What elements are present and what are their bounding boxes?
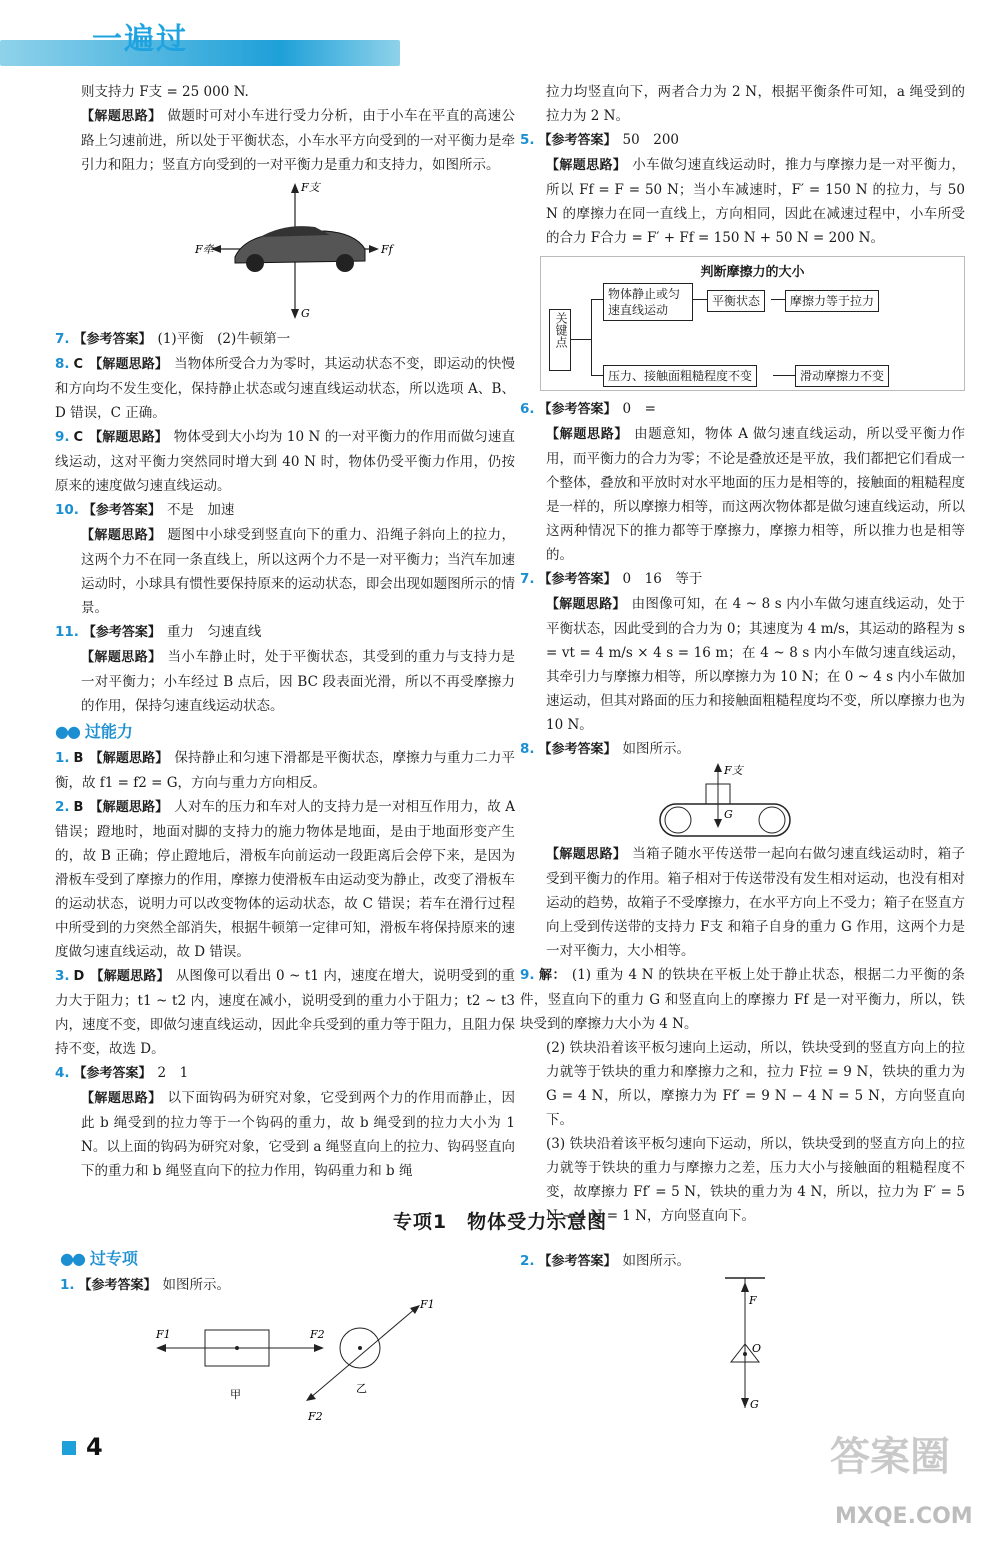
watermark-url: MXQE.COM xyxy=(835,1504,973,1529)
header-bar xyxy=(0,40,400,66)
node: 物体静止或匀速直线运动 xyxy=(603,283,693,321)
text: 做题时可对小车进行受力分析，由于小车在平直的高速公路上匀速前进，所以处于平衡状态，小车水平方向受到的一对平衡力是牵引力和阻力；竖直方向受到的一对平衡力是重力和支持力，如图所示。 xyxy=(81,108,515,173)
force-figure-2 xyxy=(520,1274,960,1414)
diagram-title: 判断摩擦力的大小 xyxy=(700,265,805,280)
answer-item: 9. 解： (1) 重为 4 N 的铁块在平板上处于静止状态，根据二力平衡的条件，竖直向下的重力 G 和竖直向上的摩擦力 Ff 是一对平衡力，所以，铁块受到的摩擦力大小为 4 N。 xyxy=(520,967,965,1032)
paragraph: 则支持力 F支 = 25 000 N. xyxy=(81,84,249,100)
watermark: 答案圈 xyxy=(830,1434,950,1480)
answer-item: 8. 【参考答案】 如图所示。 xyxy=(520,741,691,757)
answer-item: 11. 【参考答案】 重力 匀速直线 xyxy=(55,624,262,640)
node: 压力、接触面粗糙程度不变 xyxy=(603,365,757,387)
answer-item: (2) 铁块沿着该平板匀速向上运动，所以，铁块受到的竖直方向上的拉力就等于铁块的重力和摩擦力之和，拉力 F拉 = 9 N，铁块的重力为 G = 4 N，所以，摩擦力为 Ff′ = 9 N − 4 N = 5 N，方向竖直向下。 xyxy=(546,1040,965,1128)
point-label: O xyxy=(752,1342,762,1355)
paragraph xyxy=(55,104,515,177)
answer-item: 4. 【参考答案】 2 1 xyxy=(55,1065,189,1081)
force-label: F牵 xyxy=(195,243,214,256)
left-column xyxy=(55,80,515,1183)
section-title: 专项1 物体受力示意图 xyxy=(392,1211,608,1233)
belt-diagram xyxy=(520,762,965,842)
answer-item: 【解题思路】 以下面钩码为研究对象，它受到两个力的作用而静止，因此 b 绳受到的拉力等于一个钩码的重力，故 b 绳受到的拉力大小为 1 N。以上面的钩码为研究对象，它受到 a 绳竖直向上的拉力、钩码竖直向下的重力和 b 绳竖直向下的拉力作用，钩码重力和 b 绳 xyxy=(81,1090,515,1179)
answer-item: 6. 【参考答案】 0 = xyxy=(520,401,656,417)
label: 【解题思路】 xyxy=(81,109,162,124)
answer-item: 【解题思路】 由图像可知，在 4 ~ 8 s 内小车做匀速直线运动，处于平衡状态，因此受到的合力为 0；其速度为 4 m/s，其运动的路程为 s = vt = 4 m/s × 4 s = 16 m；在 4 ~ 8 s 内小车做匀速直线运动，其牵引力与摩擦力相等，所以摩擦力为 10 N；在 0 ~ 4 s 内小车做加速运动，但其对路面的压力和接触面粗糙程度均不变，所以摩擦力也为 10 N。 xyxy=(546,596,965,733)
answer-item: 9. C 【解题思路】 物体受到大小均为 10 N 的一对平衡力的作用而做匀速直线运动，这对平衡力突然同时增大到 40 N 时，物体仍受平衡力作用，仍按原来的速度做匀速直线运动。 xyxy=(55,429,515,494)
force-label: F2 xyxy=(310,1328,325,1341)
car-diagram xyxy=(55,177,515,327)
answer-item: 1. B 【解题思路】 保持静止和匀速下滑都是平衡状态，摩擦力与重力二力平衡，故 f1 = f2 = G，方向与重力方向相反。 xyxy=(55,750,515,791)
method-diagram xyxy=(540,256,965,391)
force-label: F支 xyxy=(301,181,320,194)
dots-icon: ●● xyxy=(55,722,79,741)
answer-item: (3) 铁块沿着该平板匀速向下运动，所以，铁块受到的竖直方向上的拉力就等于铁块的重力与摩擦力之差，压力大小与接触面的粗糙程度不变，故摩擦力 Ff′ = 5 N，铁块的重力为 4 N，所以，拉力为 F′ = 5 N − 4 N = 1 N，方向竖直向下。 xyxy=(546,1136,965,1224)
answer-item: 2. B 【解题思路】 人对车的压力和车对人的支持力是一对相互作用力，故 A 错误；蹬地时，地面对脚的支持力的施力物体是地面，是由于地面形变产生的，故 B 正确；停止蹬地后，滑板车向前运动一段距离后会停下来，是因为滑板车受到了摩擦力的作用，摩擦力使滑板车由运动变为静止，改变了滑板车的运动状态，说明力可以改变物体的运动状态，故 C 错误；若车在滑行过程中所受到的力突然全部消失，根据牛顿第一定律可知，滑板车将保持原来的速度做匀速直线运动，故 D 错误。 xyxy=(55,799,515,960)
special-right xyxy=(520,1245,960,1422)
answer-item: 3. D 【解题思路】 从图像可以看出 0 ~ t1 内，速度在增大，说明受到的重力大于阻力；t1 ~ t2 内，速度在减小，说明受到的重力小于阻力；t2 ~ t3 内，速度不变，即做匀速直线运动，因此伞兵受到的重力等于阻力，且阻力保持不变，故选 D。 xyxy=(55,968,515,1057)
answer-item: 8. C 【解题思路】 当物体所受合力为零时，其运动状态不变，即运动的快慢和方向均不发生变化，保持静止状态或匀速直线运动状态，所以选项 A、B、D 错误，C 正确。 xyxy=(55,356,515,421)
belt-figure xyxy=(520,762,965,842)
page-header xyxy=(0,0,1000,78)
section-heading: ●● 过能力 xyxy=(55,722,133,741)
connector xyxy=(773,375,795,376)
force-label: Ff xyxy=(381,243,393,256)
force-label: F xyxy=(749,1294,757,1307)
node: 摩擦力等于拉力 xyxy=(785,290,879,312)
right-column xyxy=(520,80,965,1228)
force-figure-1 xyxy=(60,1298,500,1428)
car-force-figure xyxy=(55,177,515,327)
node: 滑动摩擦力不变 xyxy=(795,365,889,387)
answer-item: 10. 【参考答案】 不是 加速 xyxy=(55,502,235,518)
force-label: F2 xyxy=(308,1410,323,1423)
header-logo: 一遍过 xyxy=(92,22,188,57)
answer-item: 2. 【参考答案】 如图所示。 xyxy=(520,1253,691,1269)
figure-label: 甲 xyxy=(230,1388,241,1401)
answer-item: 7. 【参考答案】 0 16 等于 xyxy=(520,571,703,587)
connector xyxy=(771,299,785,300)
connector xyxy=(591,375,603,376)
node: 平衡状态 xyxy=(707,290,765,312)
special-left xyxy=(60,1245,500,1436)
page-number: 4 xyxy=(86,1433,103,1461)
connector xyxy=(591,299,592,375)
dots-icon: ●● xyxy=(60,1249,84,1268)
figure-label: 乙 xyxy=(356,1382,367,1395)
connector xyxy=(693,299,707,300)
answer-item: 【解题思路】 由题意知，物体 A 做匀速直线运动，所以受平衡力作用，而平衡力的合力为零；不论是叠放还是平放，我们都把它们看成一个整体，叠放和平放时对水平地面的压力是相等的，接触面的粗糙程度是一样的，所以摩擦力相等，而这两次物体都是做匀速直线运动，所以这两种情况下的推力都等于摩擦力，摩擦力相等，所以推力也是相等的。 xyxy=(546,426,965,563)
key-node: 关键点 xyxy=(549,309,571,371)
answer-item: 7. 【参考答案】 (1)平衡 (2)牛顿第一 xyxy=(55,331,291,347)
answer-item: 【解题思路】 当箱子随水平传送带一起向右做匀速直线运动时，箱子受到平衡力的作用。箱子相对于传送带没有发生相对运动，也没有相对运动的趋势，故箱子不受摩擦力，在水平方向上不受力；箱子在竖直方向上受到传送带的支持力 F支 和箱子自身的重力 G 作用，这两个力是一对平衡力，大小相等。 xyxy=(546,846,965,959)
paragraph: 拉力均竖直向下，两者合力为 2 N，根据平衡条件可知，a 绳受到的拉力为 2 N。 xyxy=(546,84,965,124)
answer-item: 1. 【参考答案】 如图所示。 xyxy=(60,1277,231,1293)
answer-item: 【解题思路】 小车做匀速直线运动时，推力与摩擦力是一对平衡力，所以 Ff = F = 50 N；当小车减速时，F′ = 150 N 的拉力，与 50 N 的摩擦力在同一直线上，方向相同，因此在减速过程中，小车所受的合力 F合力 = F′ + Ff = 150 N + 50 N = 200 N。 xyxy=(546,157,965,246)
section-heading: ●● 过专项 xyxy=(60,1249,138,1268)
answer-item: 5. 【参考答案】 50 200 xyxy=(520,132,679,148)
force-label: G xyxy=(301,307,310,320)
force-label: G xyxy=(750,1398,759,1411)
connector xyxy=(571,339,591,340)
force-label: F支 xyxy=(724,764,743,777)
connector xyxy=(591,299,603,300)
force-label: F1 xyxy=(156,1328,171,1341)
force-label: F1 xyxy=(420,1298,435,1311)
force-label: G xyxy=(724,808,733,821)
answer-item: 【解题思路】 题图中小球受到竖直向下的重力、沿绳子斜向上的拉力，这两个力不在同一条直线上，所以这两个力不是一对平衡力；当汽车加速运动时，小球具有惯性要保持原来的运动状态，即会出现如题图所示的情景。 xyxy=(81,527,515,616)
answer-item: 【解题思路】 当小车静止时，处于平衡状态，其受到的重力与支持力是一对平衡力；小车经过 B 点后，因 BC 段表面光滑，所以不再受摩擦力的作用，保持匀速直线运动状态。 xyxy=(81,649,515,714)
